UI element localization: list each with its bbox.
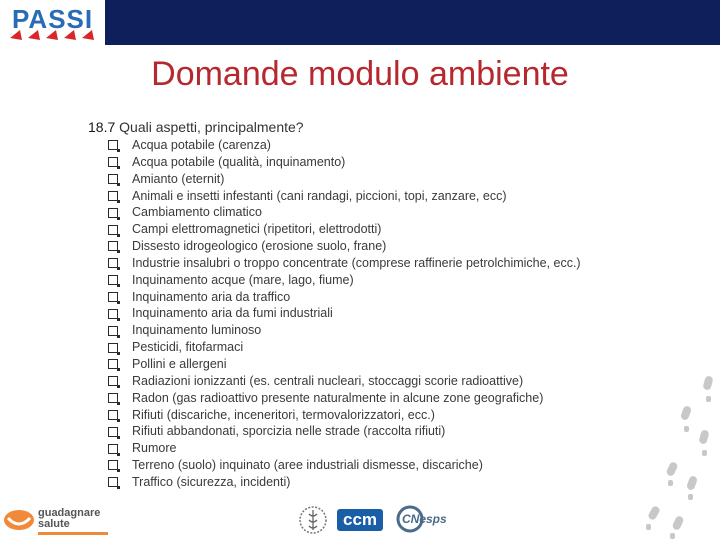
checkbox-icon (108, 140, 118, 150)
ministry-seal-icon (298, 504, 328, 536)
salute-text: salute (38, 518, 70, 530)
cnesps-logo-text: CNesps (402, 512, 447, 526)
passi-logo-text: PASSI (12, 4, 94, 34)
header-bar (105, 0, 720, 45)
ccm-logo-text: ccm (342, 510, 378, 529)
page-title: Domande modulo ambiente (151, 55, 569, 93)
option-item (108, 255, 581, 272)
option-item (108, 356, 581, 373)
option-label: Acqua potabile (qualità, inquinamento) (132, 154, 346, 169)
option-item (108, 272, 581, 289)
option-label: Industrie insalubri o troppo concentrate (comprese raffinerie petrolchimiche, ecc.) (132, 255, 581, 270)
checkbox-icon (108, 359, 118, 369)
checkbox-icon (108, 191, 118, 201)
checkbox-icon (108, 444, 118, 454)
option-item (108, 305, 581, 322)
option-item (108, 221, 581, 238)
checkbox-icon (108, 241, 118, 251)
option-item (108, 407, 581, 424)
checkbox-icon (108, 157, 118, 167)
option-item (108, 238, 581, 255)
guadagnare-salute-logo (2, 506, 112, 538)
checkbox-icon (108, 326, 118, 336)
option-label: Dissesto idrogeologico (erosione suolo, frane) (132, 239, 387, 254)
option-item (108, 137, 581, 154)
option-label: Inquinamento acque (mare, lago, fiume) (132, 272, 354, 287)
option-item (108, 457, 581, 474)
option-item (108, 171, 581, 188)
checkbox-icon (108, 275, 118, 285)
option-label: Animali e insetti infestanti (cani randagi, piccioni, topi, zanzare, ecc) (132, 188, 507, 203)
guadagnare-underline (38, 532, 108, 535)
option-label: Pesticidi, fitofarmaci (132, 340, 244, 355)
option-item (108, 390, 581, 407)
option-label: Rumore (132, 441, 177, 456)
option-item (108, 154, 581, 171)
guadagnare-text: guadagnare (38, 507, 101, 519)
ccm-logo (337, 509, 383, 531)
options-list (108, 137, 581, 491)
option-label: Rifiuti (discariche, inceneritori, termovalorizzatori, ecc.) (132, 407, 435, 422)
option-item (108, 373, 581, 390)
passi-logo (6, 2, 104, 44)
option-label: Amianto (eternit) (132, 171, 225, 186)
question-text (88, 119, 304, 135)
option-label: Terreno (suolo) inquinato (aree industriali dismesse, discariche) (132, 458, 483, 473)
smile-icon (2, 508, 36, 534)
option-label: Pollini e allergeni (132, 356, 227, 371)
option-item (108, 440, 581, 457)
option-label: Inquinamento luminoso (132, 323, 262, 338)
checkbox-icon (108, 174, 118, 184)
option-label: Campi elettromagnetici (ripetitori, elettrodotti) (132, 222, 382, 237)
option-label: Radiazioni ionizzanti (es. centrali nucleari, stoccaggi scorie radioattive) (132, 373, 524, 388)
option-label: Radon (gas radioattivo presente naturalmente in alcune zone geografiche) (132, 390, 544, 405)
checkbox-icon (108, 343, 118, 353)
option-label: Traffico (sicurezza, incidenti) (132, 474, 291, 489)
checkbox-icon (108, 292, 118, 302)
option-item (108, 204, 581, 221)
question-number: 18.7 (88, 119, 116, 135)
option-label: Inquinamento aria da traffico (132, 289, 291, 304)
checkbox-icon (108, 258, 118, 268)
checkbox-icon (108, 393, 118, 403)
option-label: Rifiuti abbandonati, sporcizia nelle strade (raccolta rifiuti) (132, 424, 446, 439)
option-item (108, 188, 581, 205)
checkbox-icon (108, 208, 118, 218)
checkbox-icon (108, 427, 118, 437)
footprint-decoration (630, 370, 720, 540)
checkbox-icon (108, 410, 118, 420)
option-label: Inquinamento aria da fumi industriali (132, 306, 333, 321)
checkbox-icon (108, 309, 118, 319)
option-item (108, 339, 581, 356)
checkbox-icon (108, 477, 118, 487)
option-label: Acqua potabile (carenza) (132, 138, 271, 152)
checkbox-icon (108, 225, 118, 235)
option-item (108, 322, 581, 339)
cnesps-logo (396, 504, 447, 534)
question-label: Quali aspetti, principalmente? (119, 119, 304, 135)
option-label: Cambiamento climatico (132, 205, 262, 220)
option-item (108, 423, 581, 440)
checkbox-icon (108, 460, 118, 470)
checkbox-icon (108, 376, 118, 386)
option-item (108, 289, 581, 306)
option-item (108, 474, 581, 491)
